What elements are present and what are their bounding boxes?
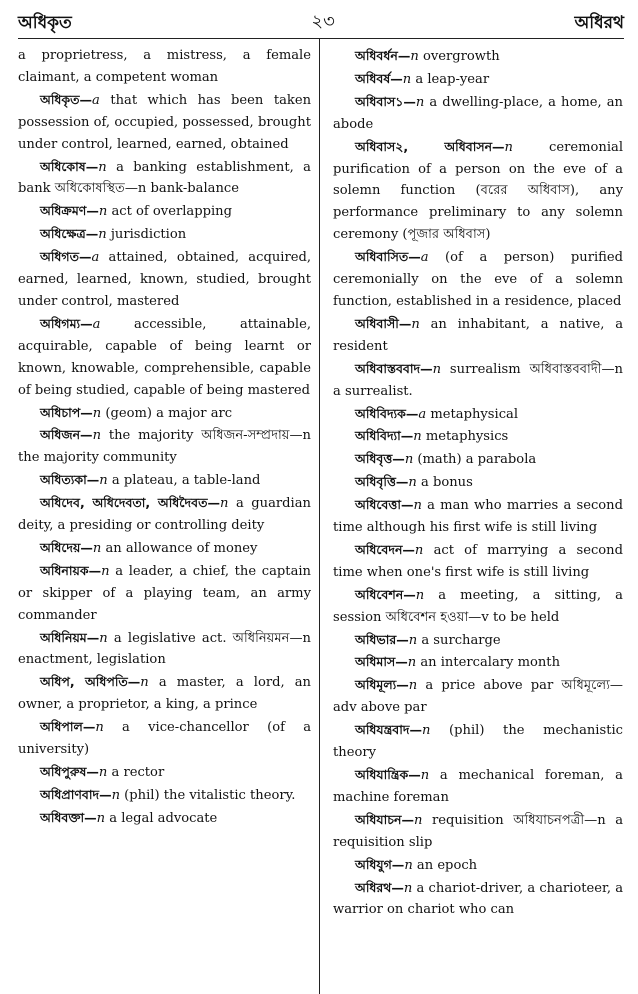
entry-part-of-speech: n bbox=[408, 678, 418, 694]
entry-part-of-speech: n bbox=[504, 139, 513, 155]
dictionary-entry bbox=[333, 494, 623, 539]
dictionary-entry bbox=[333, 448, 623, 471]
entry-part-of-speech: n bbox=[98, 227, 107, 243]
entry-definition: a master, a lord, an owner, a proprietor, a king, a prince bbox=[18, 675, 311, 713]
entry-part-of-speech: n bbox=[98, 159, 107, 175]
entry-headword: অধিপাল— bbox=[40, 719, 96, 735]
entry-headword: অধিবর্ষ— bbox=[355, 70, 403, 86]
entry-headword: অধিকোষ— bbox=[40, 158, 99, 174]
dictionary-entry bbox=[18, 784, 311, 807]
dictionary-entry bbox=[333, 854, 623, 877]
entry-headword: অধিক্ষেত্র— bbox=[40, 226, 99, 242]
dictionary-entry bbox=[333, 539, 623, 584]
entry-part-of-speech: a bbox=[420, 250, 429, 266]
entry-part-of-speech: n bbox=[101, 563, 110, 579]
entry-definition: a bonus bbox=[416, 475, 473, 491]
entry-headword: অধিবর্ধন— bbox=[355, 48, 411, 63]
entry-definition: metaphysics bbox=[421, 429, 509, 445]
dictionary-entry bbox=[333, 358, 623, 403]
entry-part-of-speech: n bbox=[402, 71, 412, 87]
entry-part-of-speech: n bbox=[111, 787, 121, 803]
entry-headword: অধিনিয়ম— bbox=[40, 629, 100, 645]
entry-definition: a chariot-driver, a charioteer, a warrior on chariot who can bbox=[333, 880, 623, 918]
entry-definition: that which has been taken possession of, occupied, possessed, brought under control, learned, earned, obtained bbox=[18, 92, 311, 152]
entry-headword: অধিবাস্তববাদ— bbox=[355, 360, 433, 376]
entry-definition: requisition অধিযাচনপত্রী—n a requisition slip bbox=[333, 812, 623, 850]
entry-definition: a guardian deity, a presiding or controlling deity bbox=[18, 496, 311, 534]
entry-headword: অধিযন্ত্রবাদ— bbox=[355, 722, 422, 738]
entry-definition: a mechanical foreman, a machine foreman bbox=[333, 768, 623, 805]
entry-headword: অধিবিদ্যা— bbox=[355, 428, 414, 444]
entry-headword: অধিবিদ্যক— bbox=[355, 405, 419, 421]
entry-headword: অধিবৃত্তি— bbox=[355, 474, 409, 490]
dictionary-entry bbox=[18, 537, 311, 560]
entry-definition: a rector bbox=[107, 765, 165, 780]
dictionary-entry bbox=[18, 156, 311, 201]
entry-part-of-speech: n bbox=[420, 768, 430, 783]
entry-headword: অধিপ্রাণবাদ— bbox=[40, 786, 112, 802]
entry-definition: (phil) the vitalistic theory. bbox=[120, 787, 296, 803]
dictionary-entry bbox=[18, 807, 311, 830]
dictionary-entry bbox=[18, 246, 311, 313]
entry-definition: an epoch bbox=[412, 857, 478, 873]
header-right-guideword: অধিরথ bbox=[574, 13, 624, 33]
entry-headword: অধিবৃত্ত— bbox=[355, 451, 405, 467]
entry-part-of-speech: n bbox=[408, 475, 417, 491]
entry-headword: অধিবাসিত— bbox=[355, 249, 421, 265]
entry-part-of-speech: n bbox=[410, 49, 419, 64]
entry-headword: অধিপ, অধিপতি— bbox=[40, 674, 141, 690]
dictionary-entry bbox=[18, 671, 311, 716]
entry-part-of-speech: n bbox=[95, 720, 104, 736]
entry-part-of-speech: n bbox=[404, 452, 414, 468]
entry-headword: অধিদেয়— bbox=[40, 539, 93, 555]
entry-definition: a leap-year bbox=[411, 71, 490, 87]
dictionary-entry bbox=[333, 651, 623, 674]
dictionary-entry bbox=[18, 492, 311, 537]
header-left-guideword: অধিকৃত bbox=[18, 13, 72, 33]
entry-headword: অধিগম্য— bbox=[40, 315, 93, 331]
dictionary-entry bbox=[18, 89, 311, 156]
entry-part-of-speech: n bbox=[403, 880, 413, 896]
left-column bbox=[18, 45, 321, 921]
entry-part-of-speech: a bbox=[92, 316, 101, 332]
dictionary-entry bbox=[333, 91, 623, 136]
entry-headword: অধিবাস২, অধিবাসন— bbox=[355, 138, 505, 154]
entry-part-of-speech: n bbox=[408, 632, 418, 648]
dictionary-entry bbox=[333, 809, 623, 854]
entry-part-of-speech: n bbox=[411, 316, 420, 332]
entry-headword: অধিরথ— bbox=[355, 879, 404, 895]
entry-definition: surrealism অধিবাস্তববাদী—n a surrealist. bbox=[333, 361, 623, 399]
entry-definition: a plateau, a table-land bbox=[107, 473, 261, 489]
dictionary-entry bbox=[18, 402, 311, 425]
dictionary-entry bbox=[18, 761, 311, 784]
entry-headword: অধিবেদন— bbox=[355, 541, 415, 557]
entry-headword: অধিকৃত— bbox=[40, 91, 93, 107]
entry-definition: an intercalary month bbox=[416, 655, 561, 671]
entry-definition: a man who marries a second time although his first wife is still living bbox=[333, 498, 623, 536]
dictionary-entry bbox=[18, 716, 311, 761]
dictionary-entry bbox=[18, 469, 311, 492]
dictionary-entry bbox=[333, 246, 623, 313]
entry-definition: ceremonial purification of a person on the eve of a solemn function (বরের অধিবাস), any performance preliminary to any solemn ceremony (পূজার অধিবাস) bbox=[333, 139, 624, 243]
entry-part-of-speech: n bbox=[92, 428, 101, 444]
entry-headword: অধিযাচন— bbox=[355, 811, 414, 827]
dictionary-entry bbox=[333, 719, 623, 764]
entry-definition: a banking establishment, a bank অধিকোষস্থিত—n bank-balance bbox=[18, 159, 311, 197]
entry-headword: অধিনায়ক— bbox=[40, 562, 102, 578]
entry-part-of-speech: n bbox=[407, 655, 417, 671]
entry-headword: অধিবেত্তা— bbox=[355, 497, 414, 513]
entry-headword: অধিমাস— bbox=[355, 654, 408, 670]
entry-headword: অধিগত— bbox=[40, 249, 92, 265]
entry-part-of-speech: n bbox=[413, 429, 422, 445]
entry-part-of-speech: n bbox=[92, 405, 102, 421]
entry-definition: the majority অধিজন-সম্প্রদায়—n the majority community bbox=[18, 428, 311, 466]
entry-definition: act of overlapping bbox=[107, 204, 232, 220]
dictionary-entry bbox=[18, 45, 311, 89]
entry-part-of-speech: n bbox=[415, 587, 425, 603]
entry-part-of-speech: a bbox=[418, 406, 427, 422]
entry-part-of-speech: n bbox=[96, 810, 106, 826]
entry-definition: a price above par অধিমূল্যে—adv above par bbox=[333, 678, 623, 716]
entry-headword: অধিবেশন— bbox=[355, 586, 416, 602]
entry-definition: overgrowth bbox=[418, 49, 500, 64]
dictionary-entry bbox=[333, 877, 623, 922]
dictionary-entry bbox=[18, 313, 311, 402]
entry-headword: অধিচাপ— bbox=[40, 404, 93, 420]
dictionary-entry bbox=[333, 764, 623, 809]
entry-definition: attained, obtained, acquired, earned, learned, known, studied, brought under control, mastered bbox=[18, 250, 311, 309]
right-column bbox=[321, 45, 623, 921]
entry-definition: (math) a parabola bbox=[413, 452, 537, 468]
dictionary-entry bbox=[333, 629, 623, 652]
entry-part-of-speech: n bbox=[99, 630, 108, 646]
entry-part-of-speech: n bbox=[98, 765, 108, 780]
entry-definition: a legislative act. অধিনিয়মন—n enactment, legislation bbox=[18, 630, 311, 668]
entry-definition: an inhabitant, a native, a resident bbox=[333, 316, 623, 354]
entry-definition: a vice-chancellor (of a university) bbox=[18, 720, 311, 758]
columns bbox=[18, 45, 624, 921]
entry-definition: a meeting, a sitting, a session অধিবেশন হওয়া—v to be held bbox=[333, 587, 623, 625]
entry-definition: (geom) a major arc bbox=[101, 405, 233, 421]
entry-definition: an allowance of money bbox=[101, 540, 258, 556]
entry-part-of-speech: n bbox=[413, 498, 422, 514]
entry-part-of-speech: n bbox=[413, 812, 423, 828]
entry-definition: (phil) the mechanistic theory bbox=[333, 723, 623, 761]
entry-part-of-speech: n bbox=[432, 361, 442, 377]
dictionary-entry bbox=[333, 674, 623, 719]
entry-part-of-speech: n bbox=[219, 496, 229, 512]
dictionary-entry bbox=[18, 627, 311, 672]
entry-definition: a surcharge bbox=[417, 632, 501, 648]
dictionary-entry bbox=[333, 403, 623, 426]
entry-headword: অধিজন— bbox=[40, 427, 93, 443]
entry-part-of-speech: n bbox=[98, 204, 108, 220]
entry-headword: অধিবাসী— bbox=[355, 315, 412, 331]
entry-part-of-speech: n bbox=[140, 675, 149, 691]
entry-headword: অধিত্যকা— bbox=[40, 472, 100, 488]
entry-part-of-speech: a bbox=[92, 92, 100, 108]
entry-headword: অধিমূল্য— bbox=[355, 677, 409, 693]
entry-headword: অধিযান্ত্রিক— bbox=[355, 767, 421, 782]
entry-definition: jurisdiction bbox=[106, 227, 187, 243]
entry-definition: a proprietress, a mistress, a female claimant, a competent woman bbox=[18, 48, 311, 85]
entry-part-of-speech: n bbox=[404, 857, 413, 873]
entry-headword: অধিদেব, অধিদেবতা, অধিদৈবত— bbox=[40, 495, 220, 511]
dictionary-entry bbox=[333, 425, 623, 448]
entry-definition: a leader, a chief, the captain or skipper of a playing team, an army commander bbox=[18, 563, 311, 623]
entry-headword: অধিবাস১— bbox=[355, 93, 416, 109]
entry-part-of-speech: n bbox=[92, 540, 102, 556]
dictionary-entry bbox=[333, 313, 623, 358]
dictionary-entry bbox=[18, 200, 311, 223]
dictionary-entry bbox=[18, 424, 311, 469]
entry-part-of-speech: n bbox=[414, 542, 424, 558]
dictionary-entry bbox=[333, 584, 623, 629]
entry-part-of-speech: n bbox=[415, 94, 425, 110]
entry-part-of-speech: n bbox=[421, 723, 431, 739]
entry-headword: অধিপুরুষ— bbox=[40, 764, 99, 779]
dictionary-entry bbox=[18, 223, 311, 246]
page-number: ২৩ bbox=[311, 11, 335, 32]
entry-definition: a dwelling-place, a home, an abode bbox=[333, 94, 623, 132]
dictionary-entry bbox=[18, 560, 311, 627]
entry-definition: (of a person) purified ceremonially on the eve of a solemn function, established in a residence, placed bbox=[333, 250, 623, 309]
dictionary-entry bbox=[333, 136, 623, 247]
entry-definition: act of marrying a second time when one's first wife is still living bbox=[333, 542, 623, 580]
entry-definition: accessible, attainable, acquirable, capable of being learnt or known, knowable, comprehensible, capable of being studied, capable of being mastered bbox=[18, 316, 311, 398]
entry-part-of-speech: n bbox=[99, 473, 108, 489]
dictionary-entry bbox=[333, 45, 623, 68]
dictionary-entry bbox=[333, 68, 623, 91]
entry-headword: অধিযুগ— bbox=[355, 856, 405, 872]
entry-definition: metaphysical bbox=[426, 406, 519, 422]
entry-headword: অধিবক্তা— bbox=[40, 809, 97, 825]
page-header bbox=[18, 4, 624, 39]
dictionary-entry bbox=[333, 471, 623, 494]
entry-part-of-speech: a bbox=[91, 250, 100, 266]
entry-headword: অধিভার— bbox=[355, 631, 409, 647]
entry-definition: a legal advocate bbox=[105, 810, 218, 826]
entry-headword: অধিক্রমণ— bbox=[40, 203, 99, 219]
column-divider bbox=[319, 39, 320, 994]
